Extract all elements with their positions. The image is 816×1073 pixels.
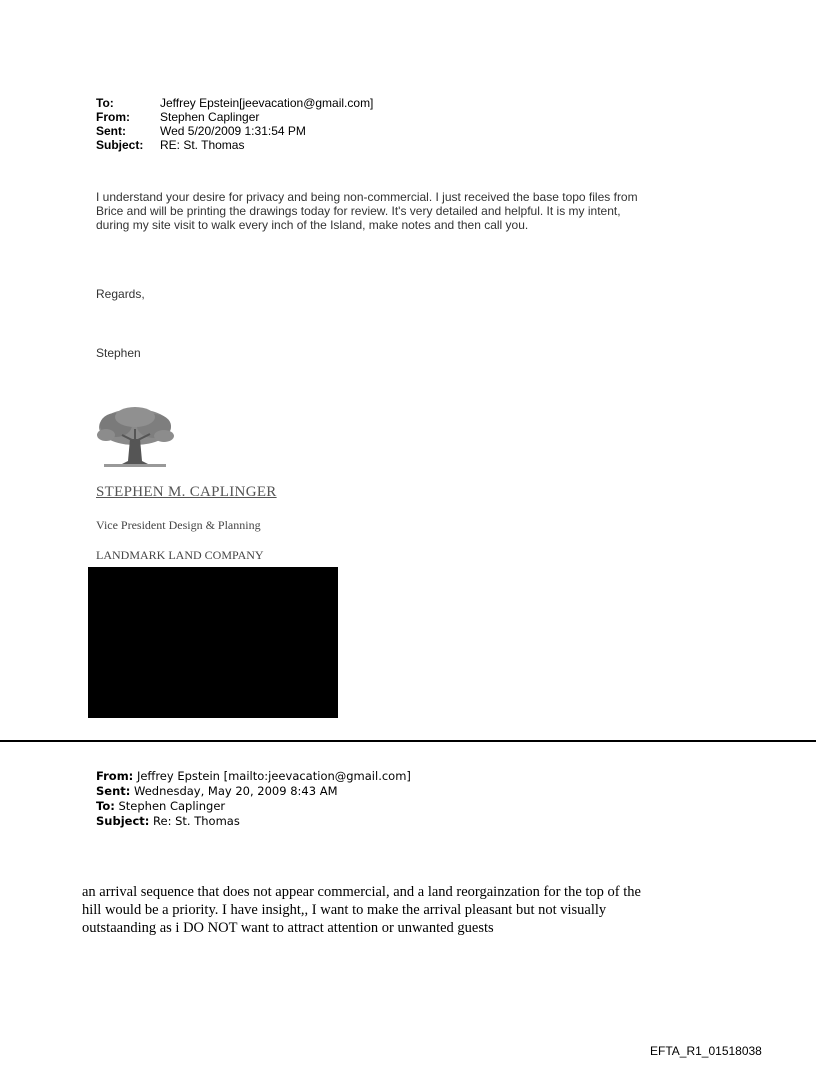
from-label: From: [96,110,130,124]
body-line: Brice and will be printing the drawings today for review. It's very detailed and helpful. It is my intent, [96,204,621,218]
header-to-row [96,799,411,814]
header-subject-row [96,138,373,152]
header-from-row [96,110,373,124]
signature-name: STEPHEN M. CAPLINGER [96,484,277,500]
body-line: I understand your desire for privacy and being non-commercial. I just received the base topo files from [96,190,638,204]
message-divider [0,740,816,742]
document-id: EFTA_R1_01518038 [650,1044,762,1058]
to-value: Stephen Caplinger [118,799,226,813]
email1-header [96,96,373,152]
to-label: To: [96,799,115,813]
from-value: Jeffrey Epstein [mailto:jeevacation@gmail.com] [136,769,411,783]
header-to-row [96,96,373,110]
header-from-row [96,769,411,784]
sent-label: Sent: [96,124,126,138]
signature-company: LANDMARK LAND COMPANY [96,548,264,562]
sent-value: Wednesday, May 20, 2009 8:43 AM [134,784,338,798]
to-label: To: [96,96,114,110]
header-sent-row [96,784,411,799]
redaction-block [88,567,338,718]
to-value: Jeffrey Epstein[jeevacation@gmail.com] [160,96,374,110]
body-line: an arrival sequence that does not appear commercial, and a land reorgainzation for the top of the [82,884,641,900]
closing-regards: Regards, [96,287,145,301]
body-line: during my site visit to walk every inch of the Island, make notes and then call you. [96,218,529,232]
from-label: From: [96,769,134,783]
sent-label: Sent: [96,784,131,798]
from-value: Stephen Caplinger [160,110,260,124]
email2-header [96,769,411,829]
subject-label: Subject: [96,138,144,152]
header-subject-row [96,814,411,829]
subject-value: RE: St. Thomas [160,138,245,152]
email2-body [82,883,742,937]
oak-tree-icon [94,405,176,471]
signature-title: Vice President Design & Planning [96,518,261,532]
email1-body [96,190,736,232]
sender-first-name: Stephen [96,346,141,360]
header-sent-row [96,124,373,138]
subject-value: Re: St. Thomas [153,814,240,828]
subject-label: Subject: [96,814,150,828]
sent-value: Wed 5/20/2009 1:31:54 PM [160,124,306,138]
body-line: outstaanding as i DO NOT want to attract attention or unwanted guests [82,920,494,936]
body-line: hill would be a priority. I have insight,, I want to make the arrival pleasant but not visually [82,902,607,918]
